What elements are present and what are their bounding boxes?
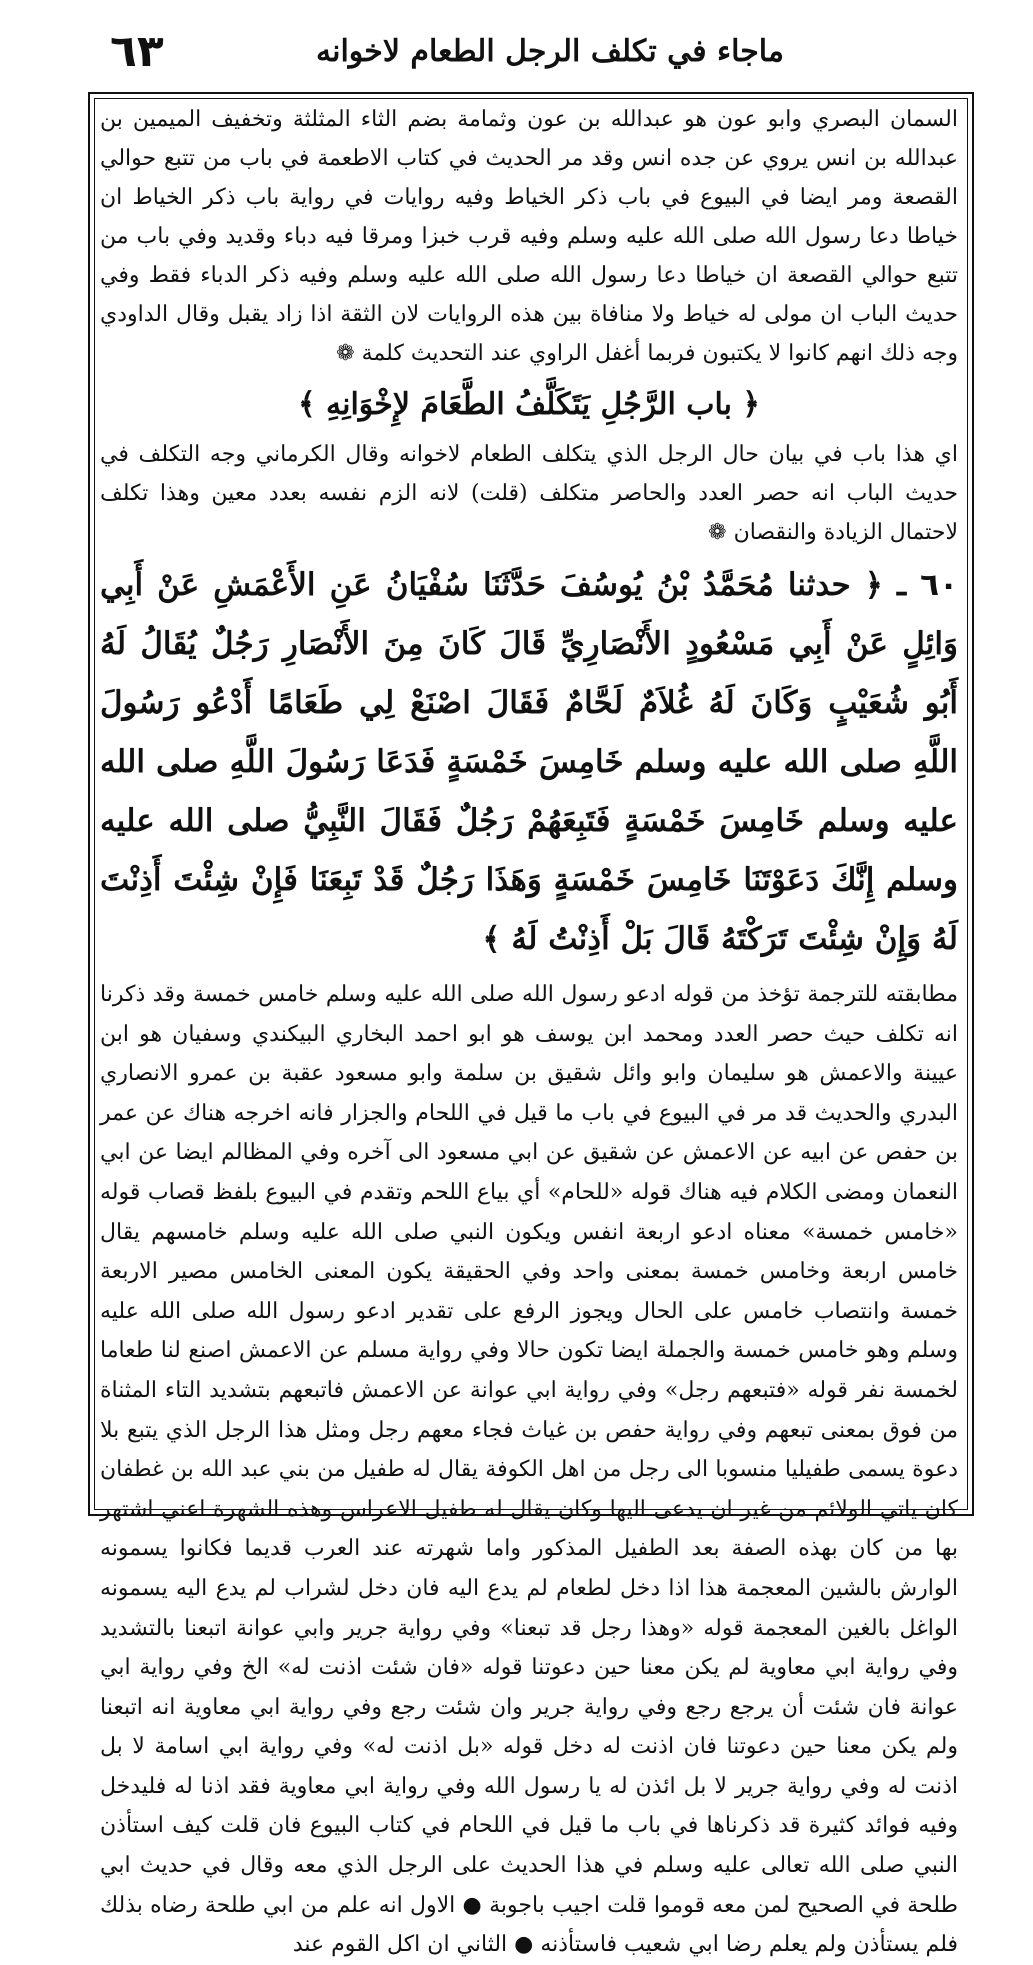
page-body	[100, 100, 958, 1965]
intro-paragraph: السمان البصري وابو عون هو عبدالله بن عون وثمامة بضم الثاء المثلثة وتخفيف الميمين بن عبدالله بن انس يروي عن جده انس وقد مر الحديث في كتاب الاطعمة في باب من تتبع حوالي القصعة ومر ايضا في البيوع في باب ذكر الخياط وفيه روايات في رواية باب ذكر الخياط ان خياطا دعا رسول الله صلى الله عليه وسلم وفيه قرب خبزا ومرقا فيه دباء وقديد وفي باب من تتبع حوالي القصعة ان خياطا دعا رسول الله صلى الله عليه وسلم وفيه ذكر الدباء فقط وفي حديث الباب ان مولى له خياط ولا منافاة بين هذه الروايات لان الثقة اذا زاد يقبل وقال الداودي وجه ذلك انهم كانوا لا يكتبون فربما أغفل الراوي عند التحديث كلمة ❁	[100, 107, 958, 366]
chapter-heading: ﴿ باب الرَّجُلِ يَتَكَلَّفُ الطَّعَامَ لإِخْوَانِهِ ﴾	[298, 387, 760, 422]
hadith-number: ٦٠	[920, 567, 958, 603]
chapter-explanation: اي هذا باب في بيان حال الرجل الذي يتكلف الطعام لاخوانه وقال الكرماني وجه التكلف في حديث الباب انه حصر العدد والحاصر متكلف (قلت) لانه الزم نفسه بعدد معين وهذا تكلف لاحتمال الزيادة والنقصان ❁	[100, 442, 958, 545]
commentary-paragraph: مطابقته للترجمة تؤخذ من قوله ادعو رسول الله صلى الله عليه وسلم خامس خمسة وقد ذكرنا انه تكلف حيث حصر العدد ومحمد ابن يوسف هو ابو احمد البخاري البيكندي وسفيان هو ابن عيينة والاعمش هو سليمان وابو وائل شقيق بن سلمة وابو مسعود عقبة بن عمرو الانصاري البدري والحديث قد مر في البيوع في باب ما قيل في اللحام والجزار فانه اخرجه هناك عن عمر بن حفص عن ابيه عن الاعمش عن شقيق عن ابي مسعود الى آخره وفي المظالم ايضا عن ابي النعمان ومضى الكلام فيه هناك قوله «للحام» أي بياع اللحم وتقدم في البيوع بلفظ قصاب قوله «خامس خمسة» معناه ادعو اربعة انفس ويكون النبي صلى الله عليه وسلم خامسهم يقال خامس اربعة وخامس خمسة بمعنى واحد وفي الحقيقة يكون المعنى الخامس مصير الاربعة خمسة وانتصاب خامس على الحال ويجوز الرفع على تقدير ادعو رسول الله صلى الله عليه وسلم وهو خامس خمسة والجملة ايضا تكون حالا وفي رواية مسلم عن الاعمش اصنع لنا طعاما لخمسة نفر قوله «فتبعهم رجل» وفي رواية ابي عوانة عن الاعمش فاتبعهم بتشديد التاء المثناة من فوق بمعنى تبعهم وفي رواية حفص بن غياث فجاء معهم رجل ومثل هذا الرجل الذي يتبع بلا دعوة يسمى طفيليا منسوبا الى رجل من اهل الكوفة يقال له طفيل من بني عبد الله بن غطفان كان ياتي الولائم من غير ان يدعى اليها وكان يقال له طفيل الاعراس وهذه الشهرة اعني اشتهر بها من كان بهذه الصفة بعد الطفيل المذكور واما شهرته عند العرب قديما فكانوا يسمونه الوارش بالشين المعجمة هذا اذا دخل لطعام لم يدع اليه فان دخل لشراب لم يدع اليه يسمونه الواغل بالغين المعجمة قوله «وهذا رجل قد تبعنا» وفي رواية جرير وابي عوانة اتبعنا بالتشديد وفي رواية ابي معاوية لم يكن معنا حين دعوتنا قوله «فان شئت اذنت له» الخ وفي رواية ابي عوانة فان شئت أن يرجع رجع وفي رواية جرير وان شئت رجع وفي رواية ابي معاوية انه اتبعنا ولم يكن معنا حين دعوتنا فان اذنت له دخل قوله «بل اذنت له» وفي رواية ابي اسامة لا بل اذنت له وفي رواية جرير لا بل ائذن له يا رسول الله وفي رواية ابي معاوية فقد اذنا له فليدخل وفيه فوائد كثيرة قد ذكرناها في باب ما قيل في اللحام في كتاب البيوع فان قلت كيف استأذن النبي صلى الله تعالى عليه وسلم في هذا الحديث على الرجل الذي معه وقال في حديث ابي طلحة في الصحيح لمن معه قوموا قلت اجيب باجوبة ● الاول انه علم من ابي طلحة رضاه بذلك فلم يستأذن ولم يعلم رضا ابي شعيب فاستأذنه ● الثاني ان اكل القوم عند	[100, 982, 958, 1958]
hadith-text: ﴿ حدثنا مُحَمَّدُ بْنُ يُوسُفَ حَدَّثَنَا سُفْيَانُ عَنِ الأَعْمَشِ عَنْ أَبِي وَائِلٍ عَنْ أَبِي مَسْعُودٍ الأَنْصَارِيِّ قَالَ كَانَ مِنَ الأَنْصَارِ رَجُلٌ يُقَالُ لَهُ أَبُو شُعَيْبٍ وَكَانَ لَهُ غُلاَمٌ لَحَّامٌ فَقَالَ اصْنَعْ لِي طَعَامًا أَدْعُو رَسُولَ اللَّهِ صلى الله عليه وسلم خَامِسَ خَمْسَةٍ فَدَعَا رَسُولَ اللَّهِ صلى الله عليه وسلم خَامِسَ خَمْسَةٍ فَتَبِعَهُمْ رَجُلٌ فَقَالَ النَّبِيُّ صلى الله عليه وسلم إِنَّكَ دَعَوْتَنَا خَامِسَ خَمْسَةٍ وَهَذَا رَجُلٌ قَدْ تَبِعَنَا فَإِنْ شِئْتَ أَذِنْتَ لَهُ وَإِنْ شِئْتَ تَرَكْتَهُ قَالَ بَلْ أَذِنْتُ لَهُ ﴾	[100, 567, 958, 957]
page-number: ٦٣	[110, 26, 164, 77]
hadith-separator: ـ	[882, 567, 907, 603]
running-header: ماجاء في تكلف الرجل الطعام لاخوانه	[316, 34, 784, 69]
hadith-text-block	[100, 556, 958, 969]
